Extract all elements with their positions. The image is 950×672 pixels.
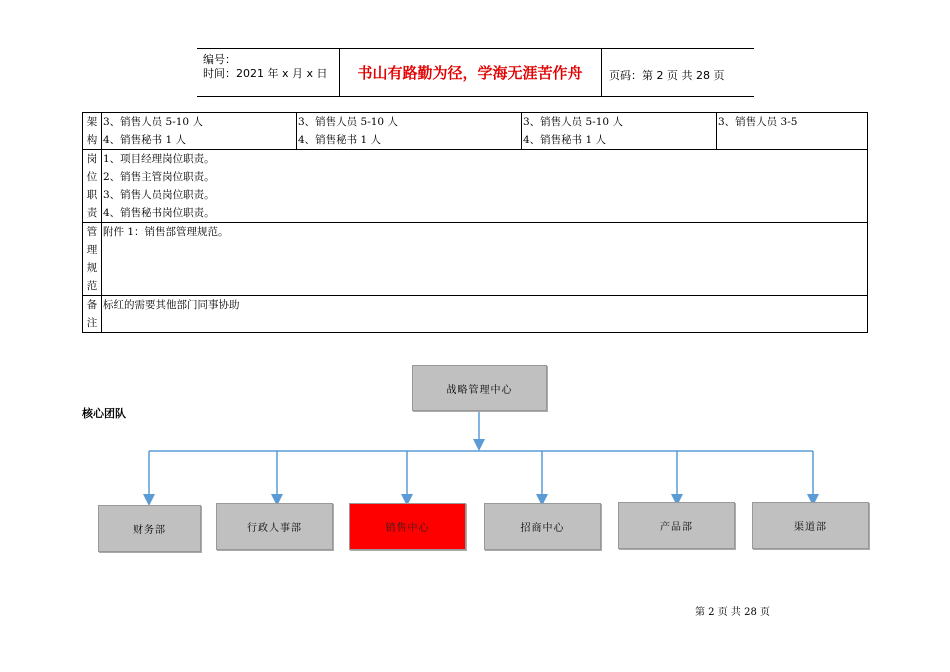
row-label-char: 管 — [86, 226, 98, 238]
row-label-char: 岗 — [86, 153, 98, 165]
org-node-hr: 行政人事部 — [216, 503, 333, 550]
cell-line: 3、销售人员 3-5 — [718, 116, 798, 128]
header-page-info: 页码：第 2 页 共 28 页 — [609, 69, 725, 82]
org-node-finance: 财务部 — [98, 505, 201, 552]
cell-line: 3、销售人员 5-10 人 — [523, 116, 623, 128]
cell-line: 4、销售秘书 1 人 — [103, 134, 187, 146]
cell-line: 4、销售秘书 1 人 — [298, 134, 382, 146]
cell-line: 标红的需要其他部门同事协助 — [103, 299, 240, 311]
row-label-char: 注 — [86, 317, 98, 329]
row-label-char: 构 — [86, 134, 98, 146]
org-root-box: 战略管理中心 — [412, 365, 547, 411]
row-label-char: 职 — [86, 189, 98, 201]
org-node-product: 产品部 — [618, 502, 735, 549]
row-label-char: 位 — [86, 171, 98, 183]
row-label-char: 范 — [86, 280, 98, 292]
row-label-char: 理 — [86, 244, 98, 256]
row-label-char: 规 — [86, 262, 98, 274]
cell-line: 2、销售主管岗位职责。 — [103, 171, 215, 183]
org-node-channel: 渠道部 — [752, 502, 869, 549]
row-label-char: 备 — [86, 299, 98, 311]
row-label-char: 架 — [86, 116, 98, 128]
cell-line: 4、销售秘书 1 人 — [523, 134, 607, 146]
cell-line: 3、销售人员 5-10 人 — [103, 116, 203, 128]
org-node-sales: 销售中心 — [349, 503, 466, 550]
cell-line: 3、销售人员岗位职责。 — [103, 189, 215, 201]
page-footer: 第 2 页 共 28 页 — [695, 607, 770, 618]
cell-line: 4、销售秘书岗位职责。 — [103, 207, 215, 219]
cell-line: 附件 1：销售部管理规范。 — [103, 226, 229, 238]
header-motto: 书山有路勤为径，学海无涯苦作舟 — [357, 64, 583, 82]
cell-line: 1、项目经理岗位职责。 — [103, 153, 215, 165]
row-label-char: 责 — [86, 207, 98, 219]
time-label: 时间：2021 年 x 月 x 日 — [203, 67, 328, 80]
number-label: 编号： — [203, 53, 236, 66]
org-node-investment: 招商中心 — [484, 503, 601, 550]
org-title: 核心团队 — [82, 407, 126, 420]
cell-line: 3、销售人员 5-10 人 — [298, 116, 398, 128]
